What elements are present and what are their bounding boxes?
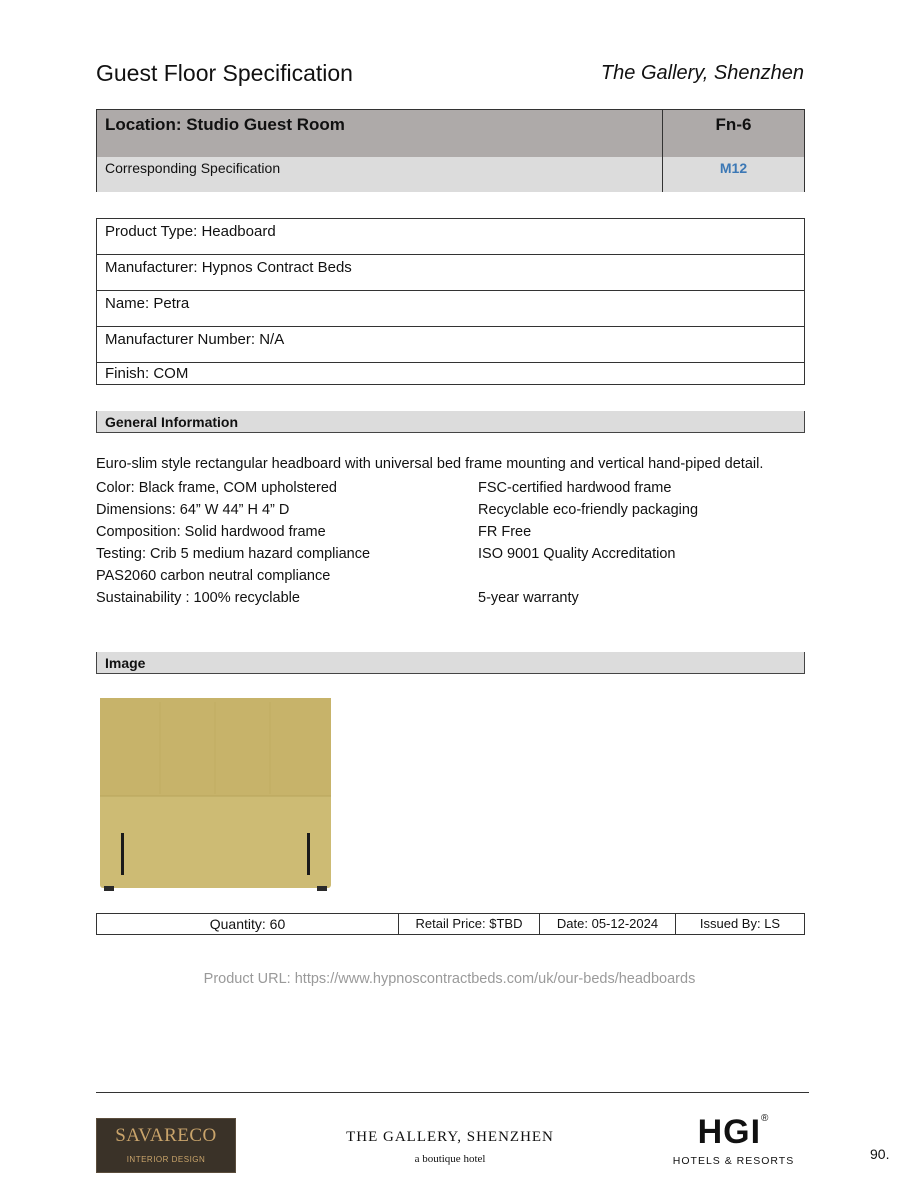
spec-line: FR Free [478,524,532,540]
spec-line: Color: Black frame, COM upholstered [96,480,337,496]
issued-by-cell: Issued By: LS [699,916,781,931]
image-heading: Image [105,655,146,671]
spec-label: Corresponding Specification [105,160,281,176]
hgi-logo-subtitle: HOTELS & RESORTS [672,1155,795,1167]
manufacturer-number-row: Manufacturer Number: N/A [97,327,804,363]
spec-line: PAS2060 carbon neutral compliance [96,568,331,584]
spec-line [478,565,698,587]
spec-line: Composition: Solid hardwood frame [96,524,326,540]
general-description: Euro-slim style rectangular headboard with universal bed frame mounting and vertical hand-piped detail. [96,456,764,472]
name-row: Name: Petra [97,291,804,327]
spec-line: 5-year warranty [478,590,579,606]
hotel-name: THE GALLERY, SHENZHEN [346,1129,554,1145]
hgi-logo: HGI® [697,1113,770,1151]
finish-row: Finish: COM [105,365,189,382]
headboard-image [100,698,331,891]
savareco-logo-subtitle: INTERIOR DESIGN [126,1155,206,1164]
general-right-column [478,477,698,609]
project-name: The Gallery, Shenzhen [600,62,804,84]
registered-mark-icon: ® [761,1113,770,1124]
spec-line: Testing: Crib 5 medium hazard compliance [96,546,371,562]
summary-table [96,913,805,935]
spec-line: Recyclable eco-friendly packaging [478,502,699,518]
general-left-column [96,477,370,609]
savareco-logo [96,1118,236,1173]
savareco-logo-title: SAVARECO [115,1125,217,1146]
general-info-bar [96,411,805,433]
spec-code: M12 [719,160,748,176]
product-info-table [96,218,805,385]
location-table [96,109,805,192]
quantity-cell: Quantity: 60 [97,914,399,934]
image-section-bar [96,652,805,674]
product-type-row: Product Type: Headboard [97,219,804,255]
manufacturer-row: Manufacturer: Hypnos Contract Beds [97,255,804,291]
location-label: Location: Studio Guest Room [105,115,345,134]
spec-line: Sustainability : 100% recyclable [96,590,300,606]
date-cell: Date: 05-12-2024 [540,914,676,934]
spec-line: FSC-certified hardwood frame [478,480,672,496]
location-code: Fn-6 [715,115,752,134]
page-number: 90. [870,1146,890,1162]
spec-line: ISO 9001 Quality Accreditation [478,546,676,562]
spec-line: Dimensions: 64” W 44” H 4” D [96,502,290,518]
general-info-heading: General Information [105,414,239,430]
footer-divider [96,1092,809,1093]
page-title: Guest Floor Specification [96,60,353,86]
retail-price-cell: Retail Price: $TBD [399,914,540,934]
hotel-tagline: a boutique hotel [414,1153,486,1165]
product-url[interactable]: Product URL: https://www.hypnoscontractbeds.com/uk/our-beds/headboards [203,971,696,987]
